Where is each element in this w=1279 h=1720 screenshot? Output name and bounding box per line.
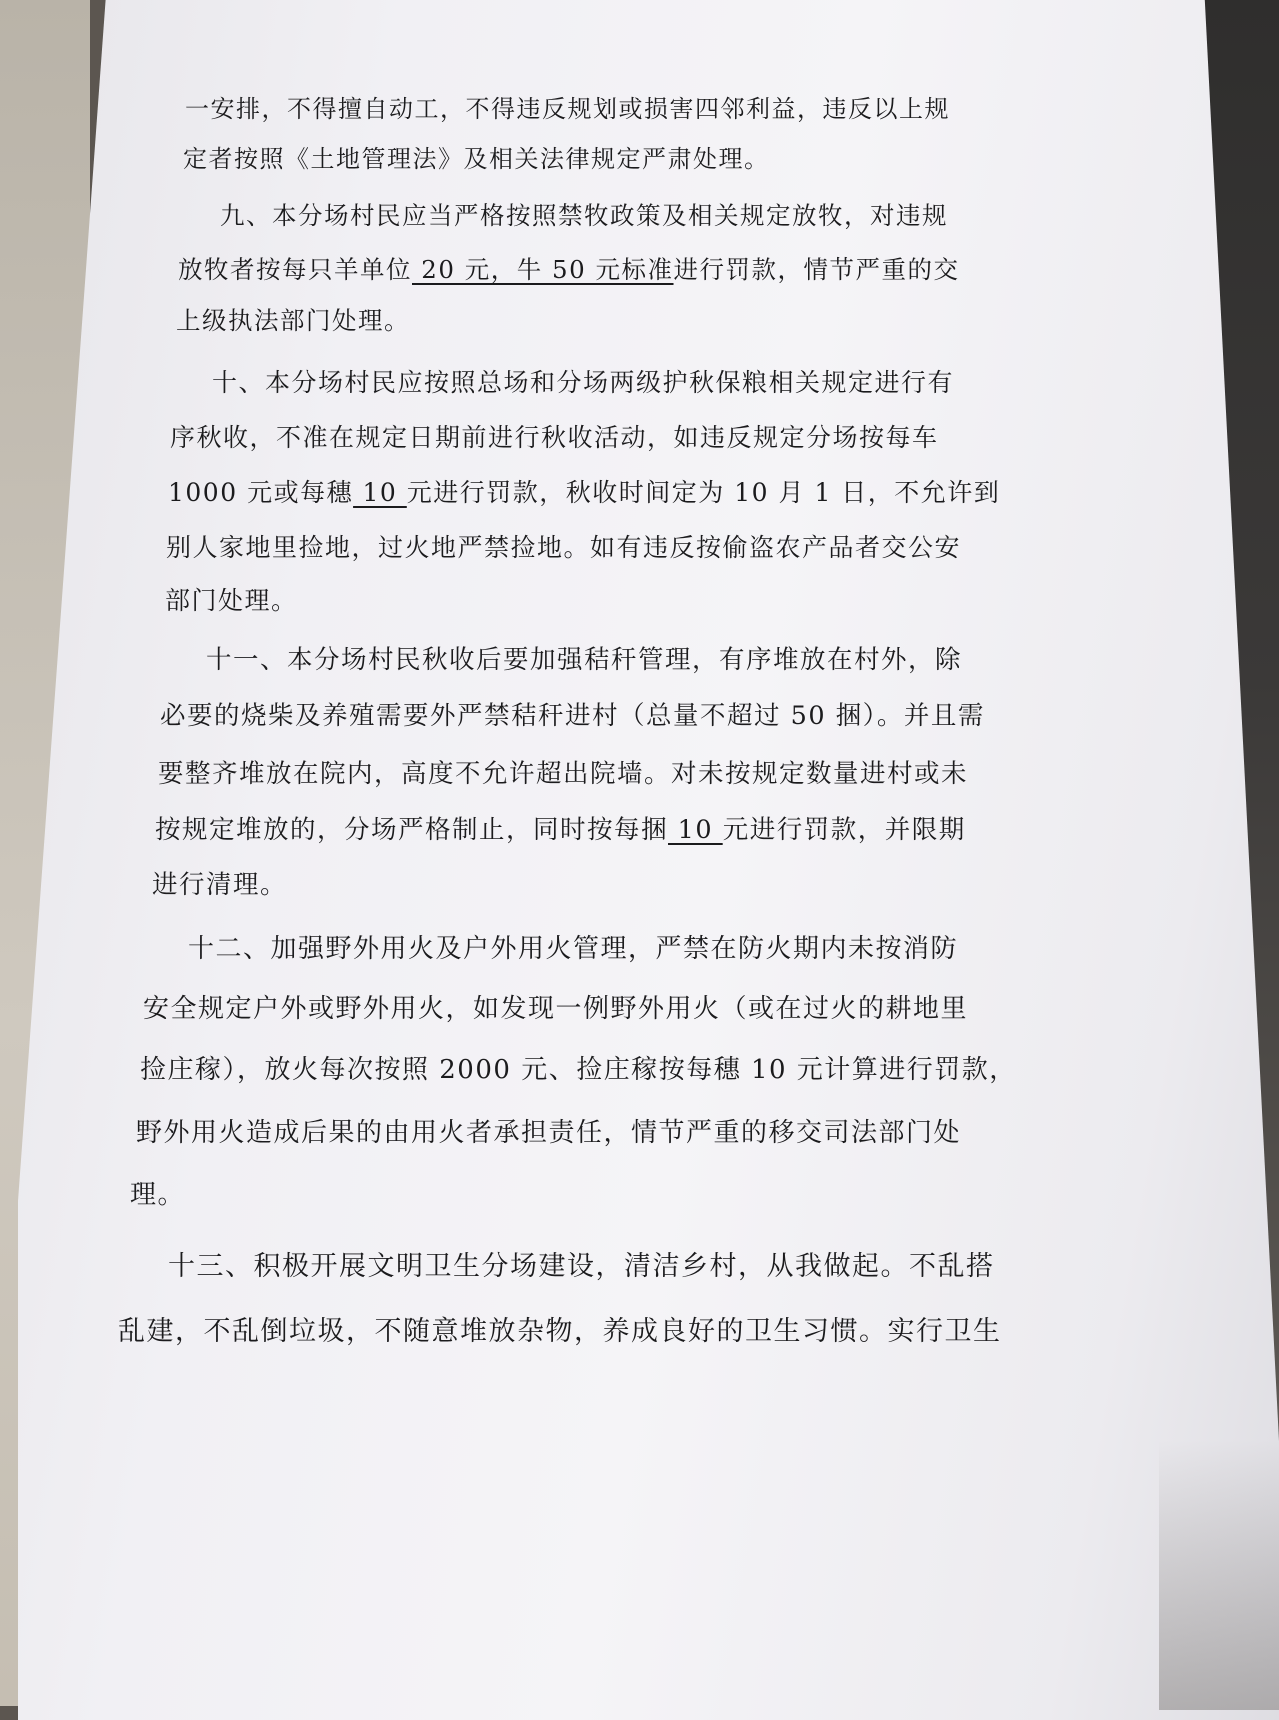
text-line: 理。 (130, 1180, 186, 1210)
text-line (155, 815, 966, 845)
underlined-amount: 10 (353, 478, 407, 507)
text-line: 进行清理。 (152, 870, 288, 900)
text-line: 十一、本分场村民秋收后要加强秸秆管理，有序堆放在村外，除 (206, 645, 963, 675)
text-segment: 元进行罚款，秋收时间定为 10 月 1 日，不允许到 (406, 478, 1001, 507)
text-line: 上级执法部门处理。 (176, 306, 410, 335)
text-line: 序秋收，不准在规定日期前进行秋收活动，如违反规定分场按每车 (170, 423, 939, 452)
text-line: 一安排，不得擅自动工，不得违反规划或损害四邻利益，违反以上规 (185, 95, 950, 123)
text-segment: 1000 元或每穗 (168, 478, 354, 507)
text-line: 野外用火造成后果的由用火者承担责任，情节严重的移交司法部门处 (136, 1118, 962, 1148)
underlined-amount: 20 元，牛 50 元标准 (412, 255, 674, 284)
text-line: 九、本分场村民应当严格按照禁牧政策及相关规定放牧，对违规 (220, 201, 948, 230)
text-segment: 按规定堆放的，分场严格制止，同时按每捆 (155, 815, 669, 845)
text-line (178, 255, 960, 284)
text-line: 安全规定户外或野外用火，如发现一例野外用火（或在过火的耕地里 (143, 994, 969, 1024)
text-line: 必要的烧柴及养殖需要外严禁秸秆进村（总量不超过 50 捆）。并且需 (160, 701, 985, 731)
text-line: 别人家地里捡地，过火地严禁捡地。如有违反按偷盗农产品者交公安 (166, 533, 962, 562)
text-line: 要整齐堆放在院内，高度不允许超出院墙。对未按规定数量进村或未 (158, 759, 969, 789)
text-segment: 元进行罚款，并限期 (722, 815, 966, 845)
text-line: 定者按照《土地管理法》及相关法律规定严肃处理。 (183, 145, 770, 173)
text-line (168, 480, 1000, 505)
underlined-amount: 10 (668, 815, 723, 845)
text-line: 捡庄稼），放火每次按照 2000 元、捡庄稼按每穗 10 元计算进行罚款， (140, 1055, 1017, 1085)
text-segment: 进行罚款，情节严重的交 (673, 255, 960, 284)
text-segment: 放牧者按每只羊单位 (178, 255, 412, 284)
text-line: 十、本分场村民应按照总场和分场两级护秋保粮相关规定进行有 (212, 368, 955, 397)
text-line: 部门处理。 (165, 586, 298, 615)
text-line: 十二、加强野外用火及户外用火管理，严禁在防火期内未按消防 (188, 934, 959, 964)
text-line: 十三、积极开展文明卫生分场建设，清洁乡村，从我做起。不乱搭 (168, 1251, 995, 1282)
text-line: 乱建，不乱倒垃圾，不随意堆放杂物，养成良好的卫生习惯。实行卫生 (118, 1316, 1002, 1347)
